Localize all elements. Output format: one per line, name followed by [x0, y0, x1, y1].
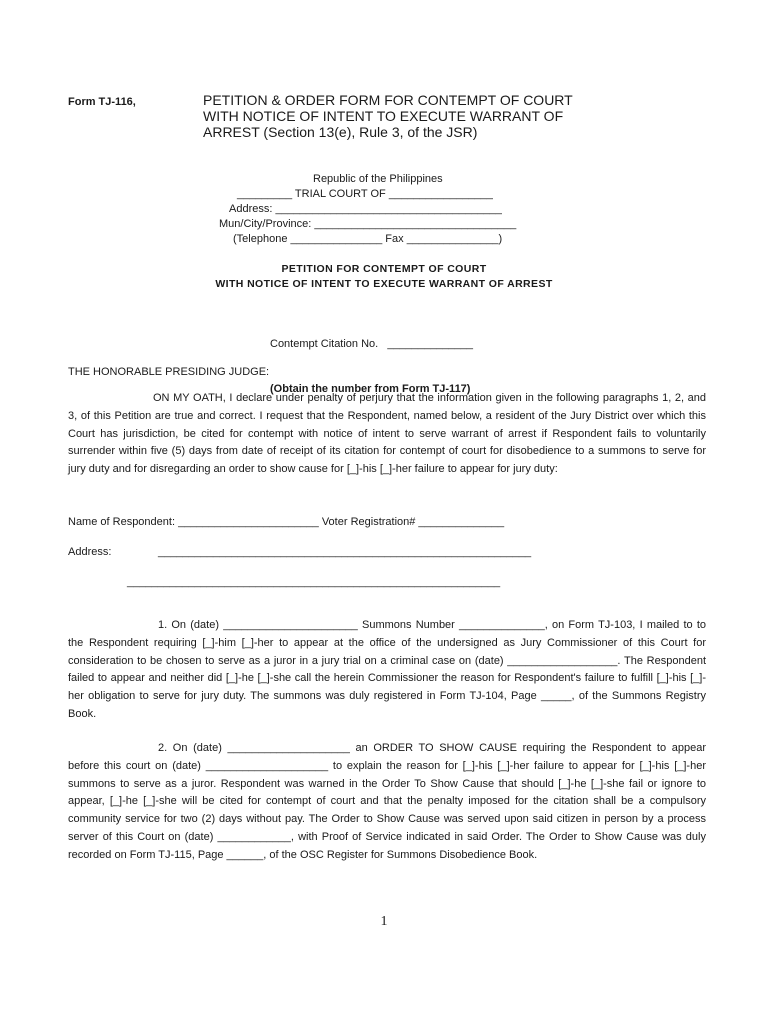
salutation: THE HONORABLE PRESIDING JUDGE:: [68, 366, 270, 378]
republic-line: Republic of the Philippines: [313, 173, 443, 185]
petition-title: [0, 262, 768, 292]
form-title-line: ARREST (Section 13(e), Rule 3, of the JSR): [203, 124, 478, 140]
form-title: [203, 92, 583, 140]
petition-title-line: WITH NOTICE OF INTENT TO EXECUTE WARRANT OF ARREST: [215, 278, 553, 290]
respondent-name-field: Name of Respondent: _______________________ Voter Registration# ______________: [68, 516, 505, 528]
respondent-address-label: Address:: [68, 546, 112, 558]
trial-court-line: _________ TRIAL COURT OF _________________: [237, 188, 493, 200]
petition-title-line: PETITION FOR CONTEMPT OF COURT: [281, 263, 487, 275]
form-number: Form TJ-116,: [68, 96, 136, 108]
paragraph-2: 2. On (date) ____________________ an ORDER TO SHOW CAUSE requiring the Respondent to appear before this court on (date) ____________________ to explain the reason for [_]-his [_]-her failure to appear for [_]-his [_]-her summons to serve as a juror. Respondent was warned in the Order To Show Cause that should [_]-he [_]-she fail or ignore to appear, [_]-he [_]-she will be cited for contempt of court and that the penalty imposed for the citation shall be a compulsory community service for two (2) days without pay. The Order to Show Cause was served upon said citizen in person by a process server of this Court on (date) ____________, with Proof of Service indicated in said Order. The Order to Show Cause was duly recorded on Form TJ-115, Page ______, of the OSC Register for Summons Disobedience Book.: [68, 742, 706, 861]
mun-city-province-line: Mun/City/Province: _________________________________: [219, 218, 517, 230]
citation-number-line: Contempt Citation No. ______________: [270, 338, 474, 350]
telephone-fax-line: (Telephone _______________ Fax _______________): [233, 233, 503, 245]
citation-note: (Obtain the number from Form TJ-117): [270, 383, 471, 395]
respondent-address-line-1: _____________________________________________________________: [158, 546, 532, 558]
oath-paragraph: ON MY OATH, I declare under penalty of perjury that the information given in the following paragraphs 1, 2, and 3, of this Petition are true and correct. I request that the Respondent, named below, a resident of the Jury District over which this Court has jurisdiction, be cited for contempt with notice of intent to serve warrant of arrest if Respondent fails to voluntarily surrender within five (5) days from date of receipt of its citation for contempt of court for disobedience to a summons to serve for jury duty and for disregarding an order to show cause for [_]-his [_]-her failure to appear for jury duty:: [68, 392, 706, 476]
court-address-line: Address: _____________________________________: [229, 203, 502, 215]
page-number: 1: [380, 914, 388, 929]
form-title-line: WITH NOTICE OF INTENT TO EXECUTE WARRANT OF: [203, 108, 564, 124]
paragraph-1: 1. On (date) ______________________ Summons Number ______________, on Form TJ-103, I mailed to to the Respondent requiring [_]-him [_]-her to appear at the office of the undersigned as Jury Commissioner of this Court for consideration to be chosen to serve as a juror in a jury trial on a criminal case on (date) __________________. The Respondent failed to appear and neither did [_]-he [_]-she call the herein Commissioner the reason for Respondent's failure to fulfill [_]-his [_]-her obligation to serve for jury duty. The summons was duly registered in Form TJ-104, Page _____, of the Summons Registry Book.: [68, 619, 706, 720]
form-title-line: PETITION & ORDER FORM FOR CONTEMPT OF COURT: [203, 92, 573, 108]
respondent-address-line-2: _____________________________________________________________: [127, 576, 501, 588]
